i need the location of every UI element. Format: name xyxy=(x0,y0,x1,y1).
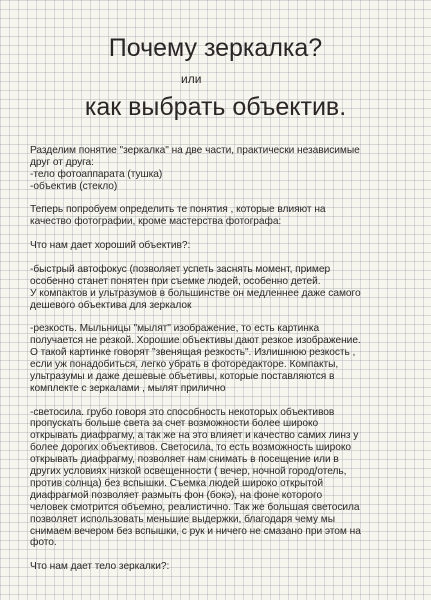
text-line: О такой картинке говорят "звенящая резкость". Излишнюю резкость , xyxy=(30,347,356,359)
text-line: друг от друга: xyxy=(30,156,94,168)
text-line: Теперь попробуем определить те понятия , которые влияют на xyxy=(30,204,326,216)
text-line: Что нам дает хороший объектив?: xyxy=(30,240,191,252)
text-line: комплекте с зеркалами , мылят прилично xyxy=(30,382,226,394)
text-line xyxy=(30,252,422,264)
text-line: -резкость. Мыльницы "мылят" изображение, то есть картинка xyxy=(30,323,320,335)
page-subtitle: как выбрать объектив. xyxy=(84,93,347,121)
text-line: -объектив (стекло) xyxy=(30,180,118,192)
text-line: диафрагмой позволяет размыть фон (бокэ), на фоне которого xyxy=(30,489,323,501)
text-line: более дорогих объективов. Светосила, то есть возможность широко xyxy=(30,442,352,454)
text-line: пропускать больше света за счет возможности более широко xyxy=(30,418,319,430)
text-line: позволяет использовать меньшие выдержки, благодаря чему мы xyxy=(30,513,335,525)
text-line: ультразумы и даже дешевые объетивы, которые поставляются в xyxy=(30,370,335,382)
text-line: Разделим понятие "зеркалка" на две части, практически независимые xyxy=(30,145,360,156)
text-line: -светосила. грубо говоря это способность некоторых объективов xyxy=(30,406,335,418)
text-line xyxy=(30,311,422,323)
text-line: против солнца) без вспышки. Съемка людей широко открытой xyxy=(30,477,324,489)
text-line: снимаем вечером без вспышки, с рук и ничего не смазано при этом на xyxy=(30,525,361,537)
text-line xyxy=(30,395,422,407)
text-line: дешевого объектива для зеркалок xyxy=(30,299,192,311)
text-line: открывать диафрагму, позволяет нам снимать в посещение или в xyxy=(30,454,339,466)
text-line: -быстрый автофокус (позволяет успеть заснять момент, пример xyxy=(30,263,331,275)
text-line: других условиях низкой освещенности ( вечер, ночной город/отель, xyxy=(30,466,347,478)
text-line: Что нам дает тело зеркалки?: xyxy=(30,561,170,573)
body-text xyxy=(30,145,422,573)
title-connector: или xyxy=(181,72,202,86)
text-line: если уж понадобиться, легко убрать в фоторедакторе. Компакты, xyxy=(30,359,339,371)
text-line: -тело фотоаппарата (тушка) xyxy=(30,168,163,180)
text-line xyxy=(30,549,422,561)
page-title: Почему зеркалка? xyxy=(108,34,323,62)
text-line: качество фотографии, кроме мастерства фотографа: xyxy=(30,216,282,228)
text-line: открывать диафрагму, а так же на это влияет и качество самих линз у xyxy=(30,430,359,442)
text-line xyxy=(30,228,422,240)
text-line: особенно станет понятен при съемке людей, особенно детей. xyxy=(30,275,321,287)
text-line xyxy=(30,193,422,205)
text-line: У компактов и ультразумов в большинстве он медленнее даже самого xyxy=(30,287,361,299)
text-line: фото. xyxy=(30,537,57,549)
text-line: получается не резкой. Хорошие объективы дают резкое изображение. xyxy=(30,335,361,347)
text-line: человек смотрится объемно, реалистично. Так же большая светосила xyxy=(30,501,360,513)
